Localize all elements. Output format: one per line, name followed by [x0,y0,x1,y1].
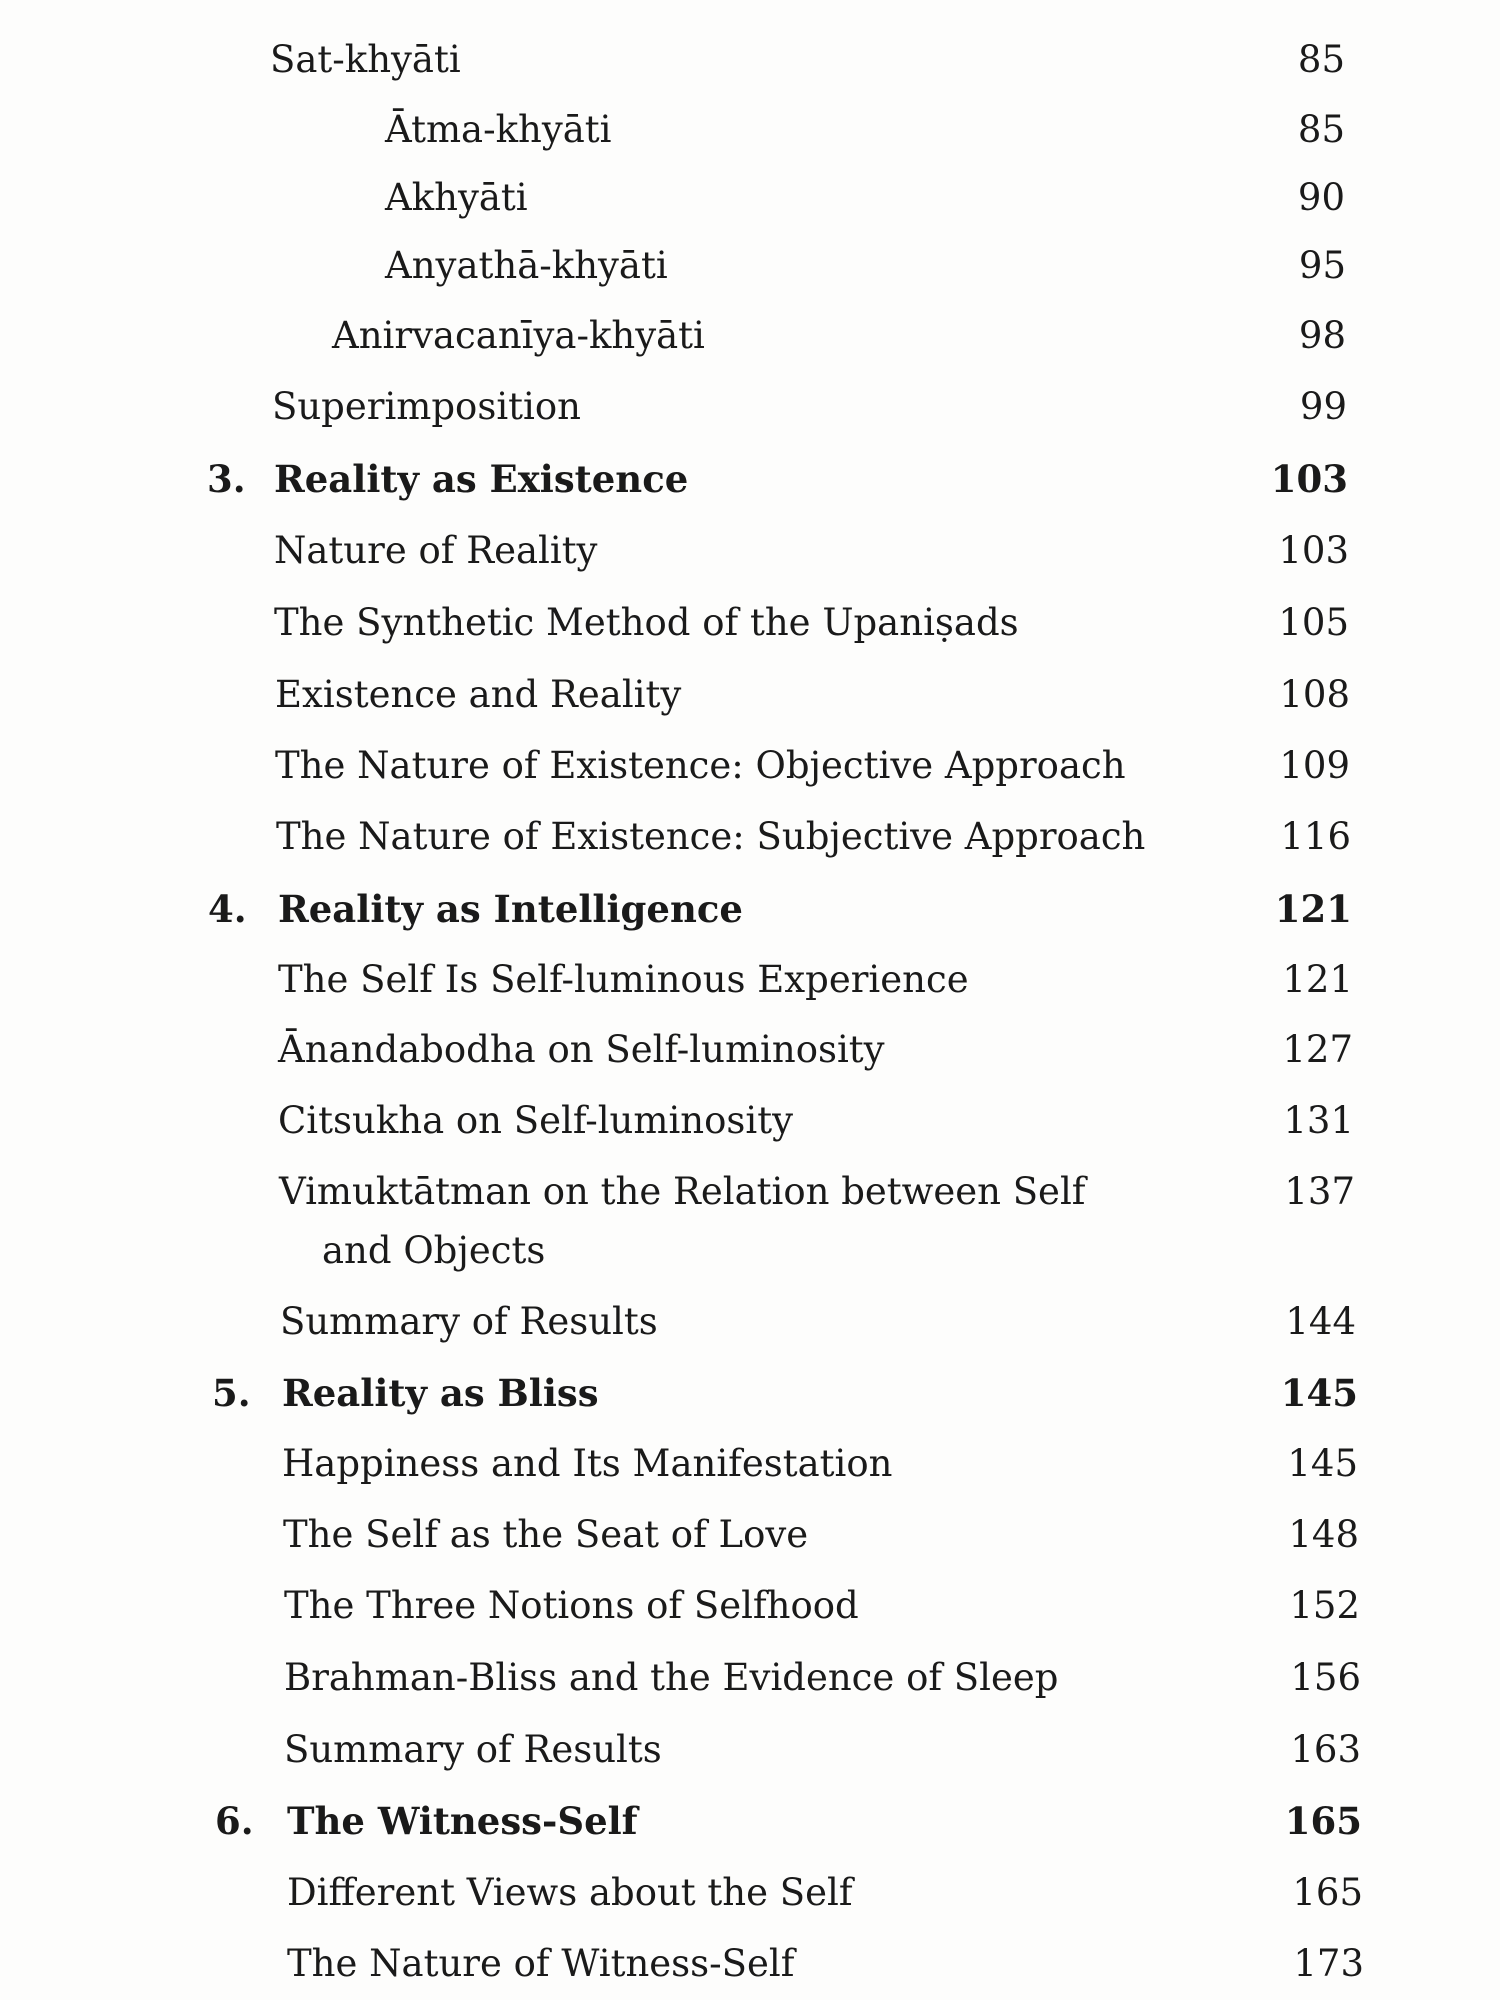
toc-entry [278,1091,1354,1151]
chapter-page: 103 [1270,457,1348,501]
entry-title: Akhyāti [385,176,528,219]
chapter-number: 5. [212,1371,251,1415]
entry-title: The Synthetic Method of the Upaniṣads [274,601,1019,644]
entry-page: 163 [1290,1728,1361,1771]
toc-chapter [208,879,1352,939]
entry-title: Nature of Reality [274,529,598,572]
toc-chapter [215,1791,1362,1851]
entry-page: 116 [1280,815,1351,858]
chapter-number: 3. [207,457,246,501]
entry-title: Superimposition [272,385,581,428]
entry-page: 99 [1299,385,1347,428]
entry-title: Sat-khyāti [270,38,461,81]
entry-page: 156 [1290,1656,1361,1699]
toc-entry [385,168,1345,228]
toc-entry [332,306,1346,366]
entry-page: 105 [1278,601,1349,644]
entry-title: Citsukha on Self-luminosity [278,1099,794,1142]
entry-page: 108 [1279,673,1350,716]
toc-chapter [212,1363,1358,1423]
toc-entry [385,236,1346,296]
toc-entry [276,807,1351,867]
entry-page: 98 [1298,314,1346,357]
entry-page: 152 [1289,1584,1360,1627]
entry-title: The Nature of Existence: Objective Approach [275,744,1126,787]
entry-title: Brahman-Bliss and the Evidence of Sleep [284,1656,1059,1699]
entry-page: 85 [1297,108,1345,151]
toc-entry [279,1162,1355,1222]
entry-page: 90 [1297,176,1345,219]
toc-entry [284,1576,1360,1636]
entry-page: 145 [1287,1442,1358,1485]
toc-entry [284,1648,1361,1708]
chapter-page: 165 [1284,1799,1362,1843]
entry-title: The Self as the Seat of Love [283,1513,809,1556]
toc-entry [275,665,1350,725]
entry-title: Summary of Results [280,1300,658,1343]
toc-entry [287,1934,1364,1994]
chapter-title: The Witness-Self [287,1799,638,1843]
toc-entry [278,950,1353,1010]
entry-page: 173 [1293,1942,1364,1985]
chapter-page: 121 [1274,887,1352,931]
toc-entry [284,1720,1361,1780]
entry-title: Happiness and Its Manifestation [282,1442,893,1485]
toc-entry [287,1863,1363,1923]
entry-title: The Nature of Witness-Self [287,1942,795,1985]
entry-title: Anyathā-khyāti [385,244,668,287]
toc-entry [274,593,1349,653]
entry-title: The Three Notions of Selfhood [284,1584,859,1627]
entry-page: 103 [1278,529,1349,572]
toc-entry [282,1434,1358,1494]
chapter-title: Reality as Intelligence [278,887,743,931]
toc-entry [272,377,1347,437]
entry-title: Anirvacanīya-khyāti [332,314,705,357]
entry-page: 137 [1284,1170,1355,1213]
entry-title-continuation: and Objects [322,1229,546,1272]
entry-page: 144 [1285,1300,1356,1343]
entry-title: Existence and Reality [275,673,682,716]
chapter-title: Reality as Bliss [282,1371,599,1415]
toc-entry [280,1292,1356,1352]
chapter-number: 4. [208,887,247,931]
entry-title: Different Views about the Self [287,1871,853,1914]
toc-entry [270,30,1345,90]
entry-page: 121 [1282,958,1353,1001]
toc-entry [385,100,1345,160]
entry-title: Ātma-khyāti [385,108,612,151]
toc-entry [275,736,1350,796]
chapter-title: Reality as Existence [274,457,689,501]
entry-page: 95 [1298,244,1346,287]
entry-title: Vimuktātman on the Relation between Self [279,1170,1086,1213]
entry-title: The Nature of Existence: Subjective Approach [276,815,1146,858]
toc-chapter [207,449,1348,509]
entry-page: 165 [1292,1871,1363,1914]
toc-entry [283,1505,1359,1565]
toc-entry [274,521,1349,581]
entry-page: 148 [1288,1513,1359,1556]
chapter-number: 6. [215,1799,254,1843]
entry-page: 131 [1283,1099,1354,1142]
entry-page: 109 [1279,744,1350,787]
entry-page: 85 [1297,38,1345,81]
chapter-page: 145 [1280,1371,1358,1415]
entry-title: The Self Is Self-luminous Experience [278,958,969,1001]
toc-entry [278,1020,1353,1080]
entry-title: Summary of Results [284,1728,662,1771]
entry-title: Ānandabodha on Self-luminosity [278,1028,885,1071]
entry-page: 127 [1282,1028,1353,1071]
